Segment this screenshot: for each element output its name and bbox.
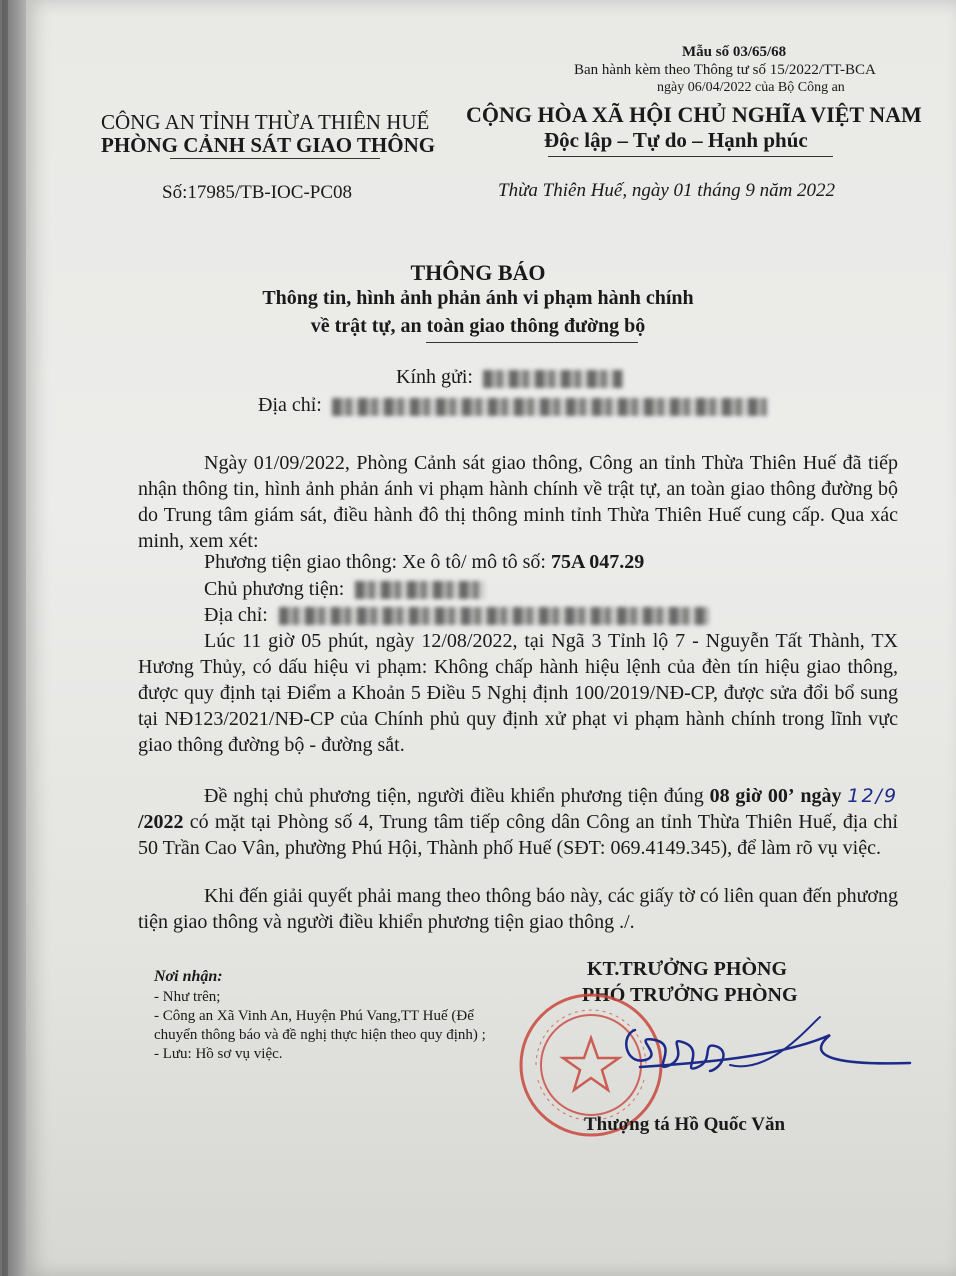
document-title: THÔNG BÁO: [410, 260, 546, 285]
page-edge-shadow: [2, 0, 8, 1276]
department-underline: [170, 158, 380, 159]
national-title: CỘNG HÒA XÃ HỘI CHỦ NGHĨA VIỆT NAM: [466, 102, 922, 127]
form-code: Mẫu số 03/65/68: [682, 44, 787, 60]
redacted-recipient-name: [483, 370, 623, 388]
vehicle-label: Phương tiện giao thông: Xe ô tô/ mô tô số:: [204, 551, 546, 573]
owner-label: Chủ phương tiện:: [204, 578, 345, 600]
body-paragraph-1: Ngày 01/09/2022, Phòng Cảnh sát giao thông, Công an tỉnh Thừa Thiên Huế đã tiếp nhận thông tin, hình ảnh phản ánh vi phạm hành chính về trật tự, an toàn giao thông đường bộ do Trung tâm giám sát, điều hành đô thị thông minh tỉnh Thừa Thiên Huế cung cấp. Qua xác minh, xem xét:: [138, 452, 898, 552]
signature-authority: KT.TRƯỞNG PHÒNG: [587, 958, 787, 980]
appointment-year: /2022: [138, 811, 184, 833]
owner-address-label: Địa chỉ:: [204, 604, 268, 626]
vehicle-row: [204, 551, 644, 574]
appointment-day-word: ngày: [800, 785, 842, 807]
signature-position: PHÓ TRƯỞNG PHÒNG: [582, 984, 798, 1006]
body-paragraph-3: [138, 783, 898, 861]
greeting-label: Kính gửi:: [396, 366, 473, 388]
recipients-list: [154, 988, 499, 1064]
place-and-date: Thừa Thiên Huế, ngày 01 tháng 9 năm 2022: [498, 180, 836, 201]
redacted-owner-address: [279, 607, 709, 625]
parent-organization: CÔNG AN TỈNH THỪA THIÊN HUẾ: [101, 110, 430, 134]
owner-row: [204, 578, 485, 601]
owner-address-row: [204, 604, 709, 627]
redacted-recipient-address: [332, 398, 767, 416]
recipients-title: Nơi nhận:: [154, 968, 223, 985]
address-row: [258, 394, 767, 417]
appointment-details: có mặt tại Phòng số 4, Trung tâm tiếp công dân Công an tỉnh Thừa Thiên Huế, địa chỉ 50 Trần Cao Vân, phường Phú Hội, Thành phố Huế (SĐT: 069.4149.345), để làm rõ vụ việc.: [138, 811, 898, 859]
appointment-time: 08 giờ 00’: [709, 785, 795, 807]
vehicle-plate: 75A 047.29: [550, 551, 645, 573]
form-issuance-date: ngày 06/04/2022 của Bộ Công an: [657, 80, 845, 95]
national-motto: Độc lập – Tự do – Hạnh phúc: [544, 128, 808, 152]
body-paragraph-4: Khi đến giải quyết phải mang theo thông báo này, các giấy tờ có liên quan đến phương tiện giao thông và người điều khiển phương tiện giao thông ./.: [138, 885, 898, 933]
recipient-item: - Lưu: Hồ sơ vụ việc.: [154, 1046, 283, 1062]
motto-underline: [548, 156, 833, 157]
subtitle-underline: [426, 342, 638, 343]
document-subtitle-line2: về trật tự, an toàn giao thông đường bộ: [310, 315, 646, 337]
greeting-row: [396, 366, 623, 389]
handwritten-signature-icon: [580, 1005, 920, 1125]
body-paragraph-2: Lúc 11 giờ 05 phút, ngày 12/08/2022, tại Ngã 3 Tỉnh lộ 7 - Nguyễn Tất Thành, TX Hương Thủy, có dấu hiệu vi phạm: Không chấp hành hiệu lệnh của đèn tín hiệu giao thông, được quy định tại Điểm a Khoản 5 Điều 5 Nghị định 100/2019/NĐ-CP, được sửa đổi bổ sung tại NĐ123/2021/NĐ-CP của Chính phủ quy định xử phạt vi phạm hành chính trong lĩnh vực giao thông đường bộ - đường sắt.: [138, 630, 898, 756]
issuing-department: PHÒNG CẢNH SÁT GIAO THÔNG: [101, 133, 436, 157]
recipient-item: - Như trên;: [154, 989, 221, 1005]
document-number: Số:17985/TB-IOC-PC08: [162, 182, 353, 203]
appointment-intro: Đề nghị chủ phương tiện, người điều khiển phương tiện đúng: [204, 785, 704, 807]
recipient-item: - Công an Xã Vinh An, Huyện Phú Vang,TT Huế (Để chuyển thông báo và đề nghị thực hiện theo quy định) ;: [154, 1008, 486, 1043]
signer-name: Thượng tá Hồ Quốc Văn: [584, 1114, 786, 1135]
form-issuance-line: Ban hành kèm theo Thông tư số 15/2022/TT-BCA: [574, 62, 876, 78]
document-subtitle-line1: Thông tin, hình ảnh phản ánh vi phạm hành chính: [262, 287, 694, 309]
redacted-owner-name: [355, 581, 485, 599]
address-label: Địa chỉ:: [258, 394, 322, 416]
handwritten-date: 12/9: [847, 785, 899, 807]
